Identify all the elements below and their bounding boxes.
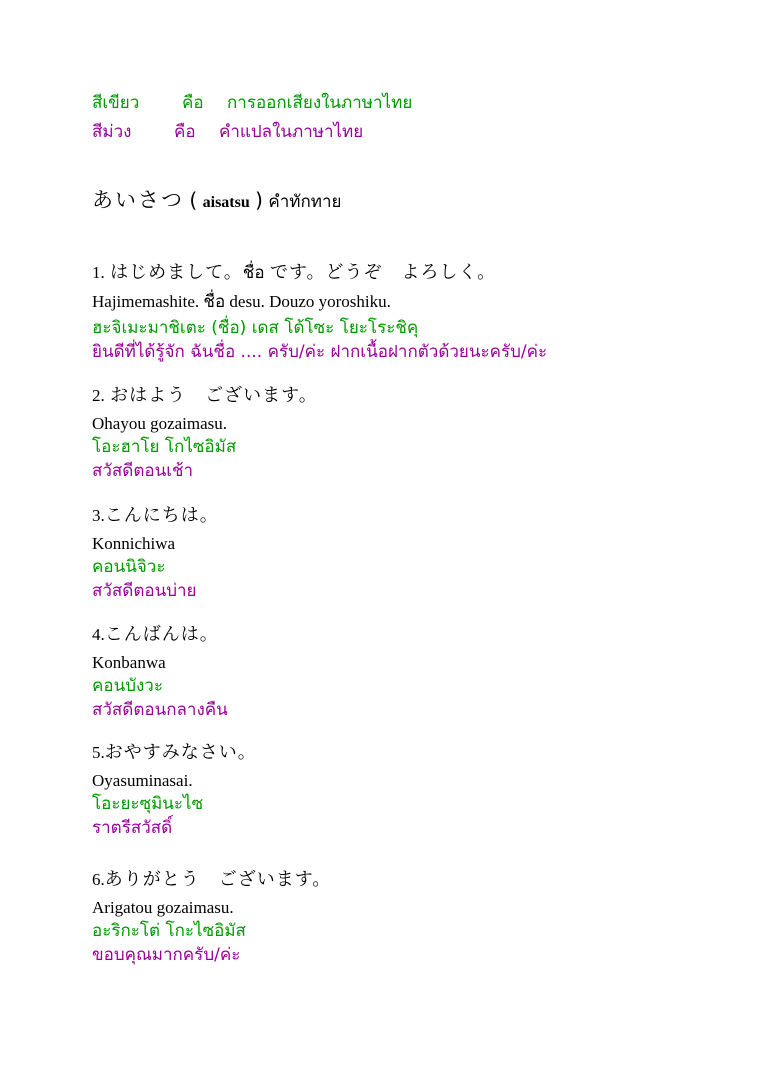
legend-purple-line [92,121,363,143]
entry-3-romaji: Konnichiwa [92,534,176,553]
section-heading [92,189,342,214]
heading-thai: คำทักทาย [268,192,342,212]
entry-2-japanese [92,385,318,407]
heading-close-paren: ) [255,188,263,212]
entry-2-translation: สวัสดีตอนเช้า [92,461,194,481]
entry-number: 1. [92,263,105,282]
heading-open-paren: ( [189,188,198,212]
entry-6-japanese [92,869,331,891]
entry-6-romaji: Arigatou gozaimasu. [92,898,234,917]
entry-3-japanese [92,505,219,527]
entry-5-romaji: Oyasuminasai. [92,771,193,790]
entry-2-pronunciation: โอะฮาโย โกไซอิมัส [92,437,237,457]
entry-1-translation: ยินดีที่ได้รู้จัก ฉันชื่อ .... ครับ/ค่ะ ฝากเนื้อฝากตัวด้วยนะครับ/ค่ะ [92,342,548,362]
entry-1-japanese [92,262,496,284]
entry-number: 3. [92,506,105,525]
entry-number: 4. [92,625,105,644]
entry-japanese-text: おやすみなさい。 [104,742,257,763]
entry-5-japanese [92,742,257,764]
entry-3-translation: สวัสดีตอนบ่าย [92,581,197,601]
entry-1-romaji: Hajimemashite. ชื่อ desu. Douzo yoroshiku. [92,292,391,311]
entry-1-pronunciation: ฮะจิเมะมาชิเตะ (ชื่อ) เดส โด้โซะ โยะโระชิคุ [92,318,419,338]
legend-green-label: สีเขียว [92,93,140,113]
heading-japanese: あいさつ [92,188,184,212]
legend-purple-text: คำแปลในภาษาไทย [219,122,364,142]
entry-5-translation: ราตรีสวัสดิ์ [92,818,173,838]
entry-5-pronunciation: โอะยะซุมินะไซ [92,794,204,814]
legend-purple-label: สีม่วง [92,122,132,142]
entry-4-translation: สวัสดีตอนกลางคืน [92,700,228,720]
entry-2-romaji: Ohayou gozaimasu. [92,414,228,433]
entry-japanese-text-end: です。どうぞ よろしく。 [269,262,497,283]
entry-japanese-text: ありがとう ございます。 [104,869,332,890]
legend-green-text: การออกเสียงในภาษาไทย [227,93,413,113]
legend-purple-separator: คือ [174,122,196,142]
entry-6-pronunciation: อะริกะโต่ โกะไซอิมัส [92,921,246,941]
entry-japanese-text: こんにちは。 [104,505,219,526]
entry-japanese-text: はじめまして。 [110,262,243,283]
entry-6-translation: ขอบคุณมากครับ/ค่ะ [92,945,241,965]
heading-romaji: aisatsu [202,194,250,211]
entry-number: 2. [92,386,105,405]
entry-japanese-thai-insert: ชื่อ [242,263,265,283]
entry-japanese-text: おはよう ございます。 [110,385,318,406]
entry-number: 5. [92,743,105,762]
entry-4-pronunciation: คอนบังวะ [92,676,163,696]
legend-green-separator: คือ [182,93,204,113]
entry-number: 6. [92,870,105,889]
entry-4-romaji: Konbanwa [92,653,166,672]
entry-3-pronunciation: คอนนิจิวะ [92,557,166,577]
entry-japanese-text: こんばんは。 [104,624,219,645]
entry-4-japanese [92,624,219,646]
legend-green-line [92,92,412,114]
